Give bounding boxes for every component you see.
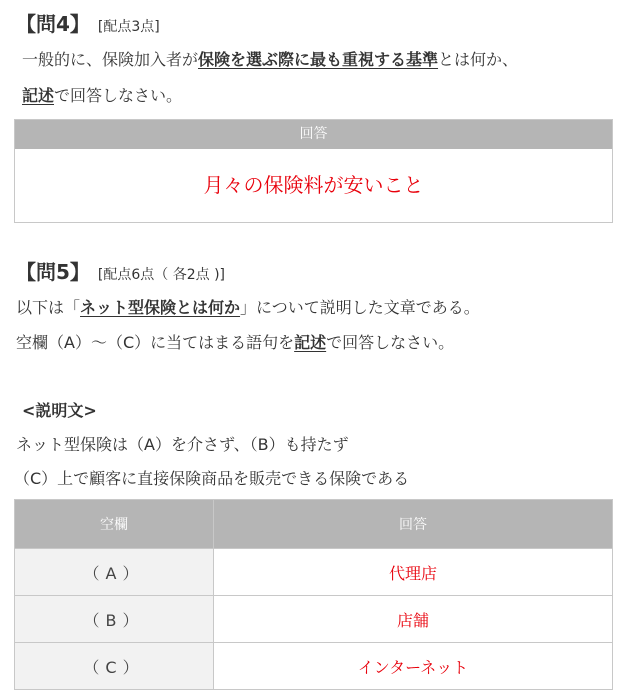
q5-line1-pre: 以下は「 (16, 298, 81, 317)
q5-line2-pre: 空欄（A）～（C）に当てはまる語句を (16, 333, 295, 352)
q5-line1-emphasis: ネット型保険とは何か (80, 298, 241, 317)
blank-label-c: （C） (15, 643, 214, 690)
q4-points: [配点3点] (97, 19, 160, 35)
q5-question-line2 (16, 330, 454, 353)
answer-c: インターネット (214, 643, 613, 690)
explain-line1: ネット型保険は（A）を介さず、（B）も持たず (16, 435, 349, 454)
q5-line2-post: で回答しなさい。 (326, 333, 455, 352)
answer-a: 代理店 (214, 549, 613, 596)
q4-line1-post: とは何か、 (438, 50, 519, 69)
q5-answer-table (14, 499, 613, 690)
col-answer-header: 回答 (214, 500, 613, 549)
col-blank-header: 空欄 (15, 500, 214, 549)
q4-line2-post: で回答しなさい。 (54, 86, 183, 105)
q4-line2-emphasis: 記述 (22, 86, 55, 105)
blank-label-a: （A） (15, 549, 214, 596)
q5-line1-post: 」について説明した文章である。 (240, 298, 480, 317)
q4-question-line1 (22, 47, 518, 70)
q4-answer-text: 月々の保険料が安いこと (203, 173, 424, 197)
q4-answer-header: 回答 (15, 120, 612, 149)
explain-line2: （C）上で顧客に直接保険商品を販売できる保険である (14, 469, 410, 488)
answer-b: 店舗 (214, 596, 613, 643)
q4-line1-pre: 一般的に、保険加入者が (22, 50, 199, 69)
table-row (15, 643, 613, 690)
q5-line2-emphasis: 記述 (294, 333, 327, 352)
q5-title (16, 256, 225, 285)
table-header-row (15, 500, 613, 549)
q4-line1-emphasis: 保険を選ぶ際に最も重視する基準 (198, 50, 439, 69)
explain-heading: <説明文> (22, 401, 97, 420)
table-row (15, 549, 613, 596)
q5-title-text: 【問5】 (16, 260, 90, 284)
table-row (15, 596, 613, 643)
blank-label-b: （B） (15, 596, 214, 643)
q4-title-text: 【問4】 (16, 12, 90, 36)
q4-question-line2 (22, 83, 182, 106)
q5-points: [配点6点（ 各2点 )] (97, 267, 226, 283)
q4-title (16, 8, 160, 37)
q5-question-line1 (16, 295, 480, 318)
q4-answer-box (14, 119, 613, 223)
